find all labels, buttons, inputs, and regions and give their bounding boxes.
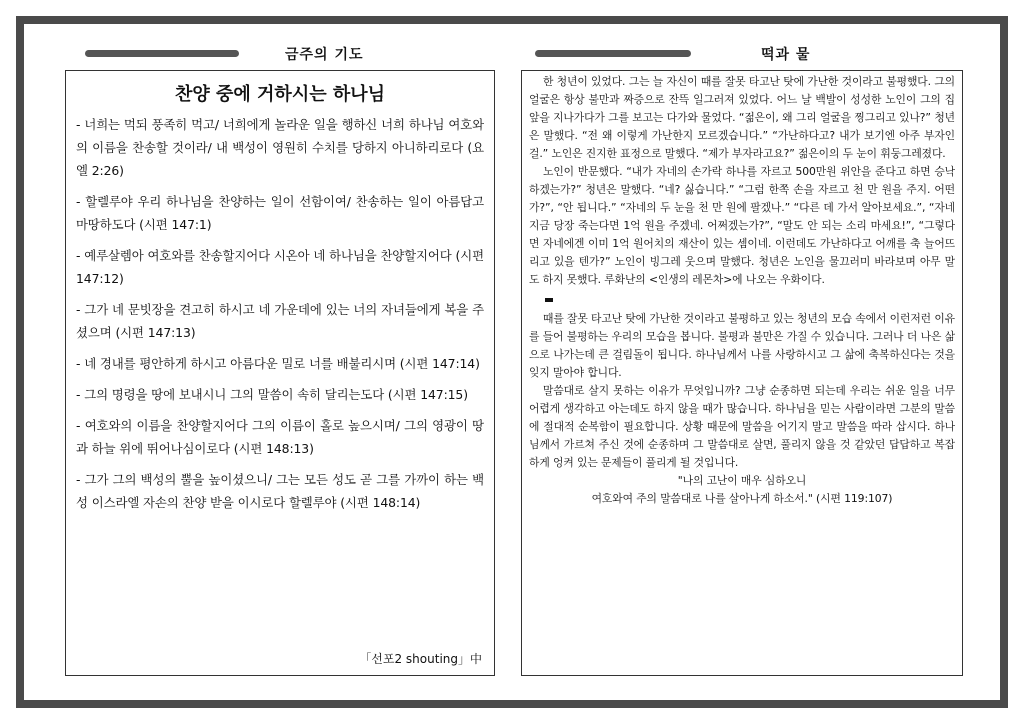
verse-item: - 그가 네 문빗장을 견고히 하시고 네 가운데에 있는 너의 자녀들에게 복을 주셨으며 (시편 147:13) bbox=[76, 302, 484, 340]
reflection-paragraph: 말씀대로 살지 못하는 이유가 무엇입니까? 그냥 순종하면 되는데 우리는 쉬운 일을 너무 어렵게 생각하고 아는데도 하지 않을 때가 많습니다. 하나님을 믿는 사람이라면 그분의 말씀에 절대적 순복함이 필요합니다. 상황 때문에 말씀을 어기지 말고 말씀을 따라 삽시다. 하나님께서 가르쳐 주신 것에 순종하며 그 말씀대로 살면, 풀리지 않을 것 같았던 답답하고 복잡하게 엉켜 있는 문제들이 풀리게 될 것입니다. bbox=[529, 384, 955, 469]
verse-item: - 그가 그의 백성의 뿔을 높이셨으니/ 그는 모든 성도 곧 그를 가까이 하는 백성 이스라엘 자손의 찬양 받을 이시로다 할렐루야 (시편 148:14) bbox=[76, 472, 484, 510]
verse-item: - 예루살렘아 여호와를 찬송할지어다 시온아 네 하나님을 찬양할지어다 (시편 147:12) bbox=[76, 248, 484, 286]
prayer-source: 「선포2 shouting」中 bbox=[359, 652, 482, 666]
verse-item: - 네 경내를 평안하게 하시고 아름다운 밀로 너를 배불리시며 (시편 147:14) bbox=[76, 356, 480, 371]
scripture-quote-line: "나의 고난이 매우 심하오니 bbox=[677, 474, 807, 487]
page-frame bbox=[16, 16, 1008, 708]
header-decoration-bar bbox=[535, 50, 691, 57]
story-paragraph: 한 청년이 있었다. 그는 늘 자신이 때를 잘못 타고난 탓에 가난한 것이라고 불평했다. 그의 얼굴은 항상 불만과 짜증으로 잔뜩 일그러져 있었다. 어느 날 백발이 성성한 노인이 그의 집 앞을 지나가다가 그를 보고는 다가와 물었다. “젊은이, 왜 그리 얼굴을 찡그리고 있나?” 청년은 말했다. “전 왜 이렇게 가난한지 모르겠습니다.” “가난하다고? 내가 보기엔 아주 부자인 걸.” 노인은 진지한 표정으로 말했다. “제가 부자라고요?” 젊은이의 두 눈이 휘둥그레졌다. bbox=[529, 75, 955, 160]
prayer-header-title: 금주의 기도 bbox=[285, 47, 364, 63]
prayer-column bbox=[65, 44, 495, 666]
verse-item: - 그의 명령을 땅에 보내시니 그의 말씀이 속히 달리는도다 (시편 147:15) bbox=[76, 387, 468, 402]
section-divider-mark bbox=[545, 298, 553, 302]
story-header bbox=[521, 44, 963, 68]
header-decoration-bar bbox=[85, 50, 239, 57]
verse-item: - 여호와의 이름을 찬양할지어다 그의 이름이 홀로 높으시며/ 그의 영광이 땅과 하늘 위에 뛰어나심이로다 (시편 148:13) bbox=[76, 418, 484, 456]
prayer-header bbox=[65, 44, 495, 68]
prayer-title: 찬양 중에 거하시는 하나님 bbox=[174, 84, 386, 105]
story-header-title: 떡과 물 bbox=[761, 47, 811, 63]
story-box bbox=[521, 70, 963, 676]
verse-item: - 너희는 먹되 풍족히 먹고/ 너희에게 놀라운 일을 행하신 너희 하나님 여호와의 이름을 찬송할 것이라/ 내 백성이 영원히 수치를 당하지 아니하리로다 (요엘 2:26) bbox=[76, 117, 484, 178]
prayer-box bbox=[65, 70, 495, 676]
scripture-quote-line: 여호와여 주의 말씀대로 나를 살아나게 하소서." (시편 119:107) bbox=[591, 492, 893, 505]
story-column bbox=[521, 44, 963, 505]
reflection-paragraph: 때를 잘못 타고난 탓에 가난한 것이라고 불평하고 있는 청년의 모습 속에서 이런저런 이유를 들어 불평하는 우리의 모습을 봅니다. 불평과 불만은 가질 수 있습니다. 그러나 더 나은 삶으로 나가는데 큰 걸림돌이 됩니다. 하나님께서 나를 사랑하시고 그 삶에 축복하신다는 것을 잊지 말아야 합니다. bbox=[529, 312, 955, 379]
story-paragraph: 노인이 반문했다. “내가 자네의 손가락 하나를 자르고 500만원 위안을 준다고 하면 승낙하겠는가?” 청년은 말했다. “네? 싫습니다.” “그럼 한쪽 손을 자르고 천 만 원을 주지. 어떤가?”, “안 됩니다.” “자네의 두 눈을 천 만 원에 팔겠나.” “다른 데 가서 알아보세요.”, “자네 지금 당장 죽는다면 1억 원을 주겠네. 어쩌겠는가?”, “말도 안 되는 소리 마세요!”, “그렇다면 자네에겐 이미 1억 원어치의 재산이 있는 셈이네. 이런데도 가난하다고 어깨를 축 늘어뜨리고 있을 텐가?” 노인이 빙그레 웃으며 말했다. 청년은 노인을 물끄러미 바라보며 아무 말도 하지 못했다. 루화난의 <인생의 레몬차>에 나오는 우화이다. bbox=[529, 165, 955, 286]
verse-item: - 할렐루야 우리 하나님을 찬양하는 일이 선함이여/ 찬송하는 일이 아름답고 마땅하도다 (시편 147:1) bbox=[76, 194, 484, 232]
